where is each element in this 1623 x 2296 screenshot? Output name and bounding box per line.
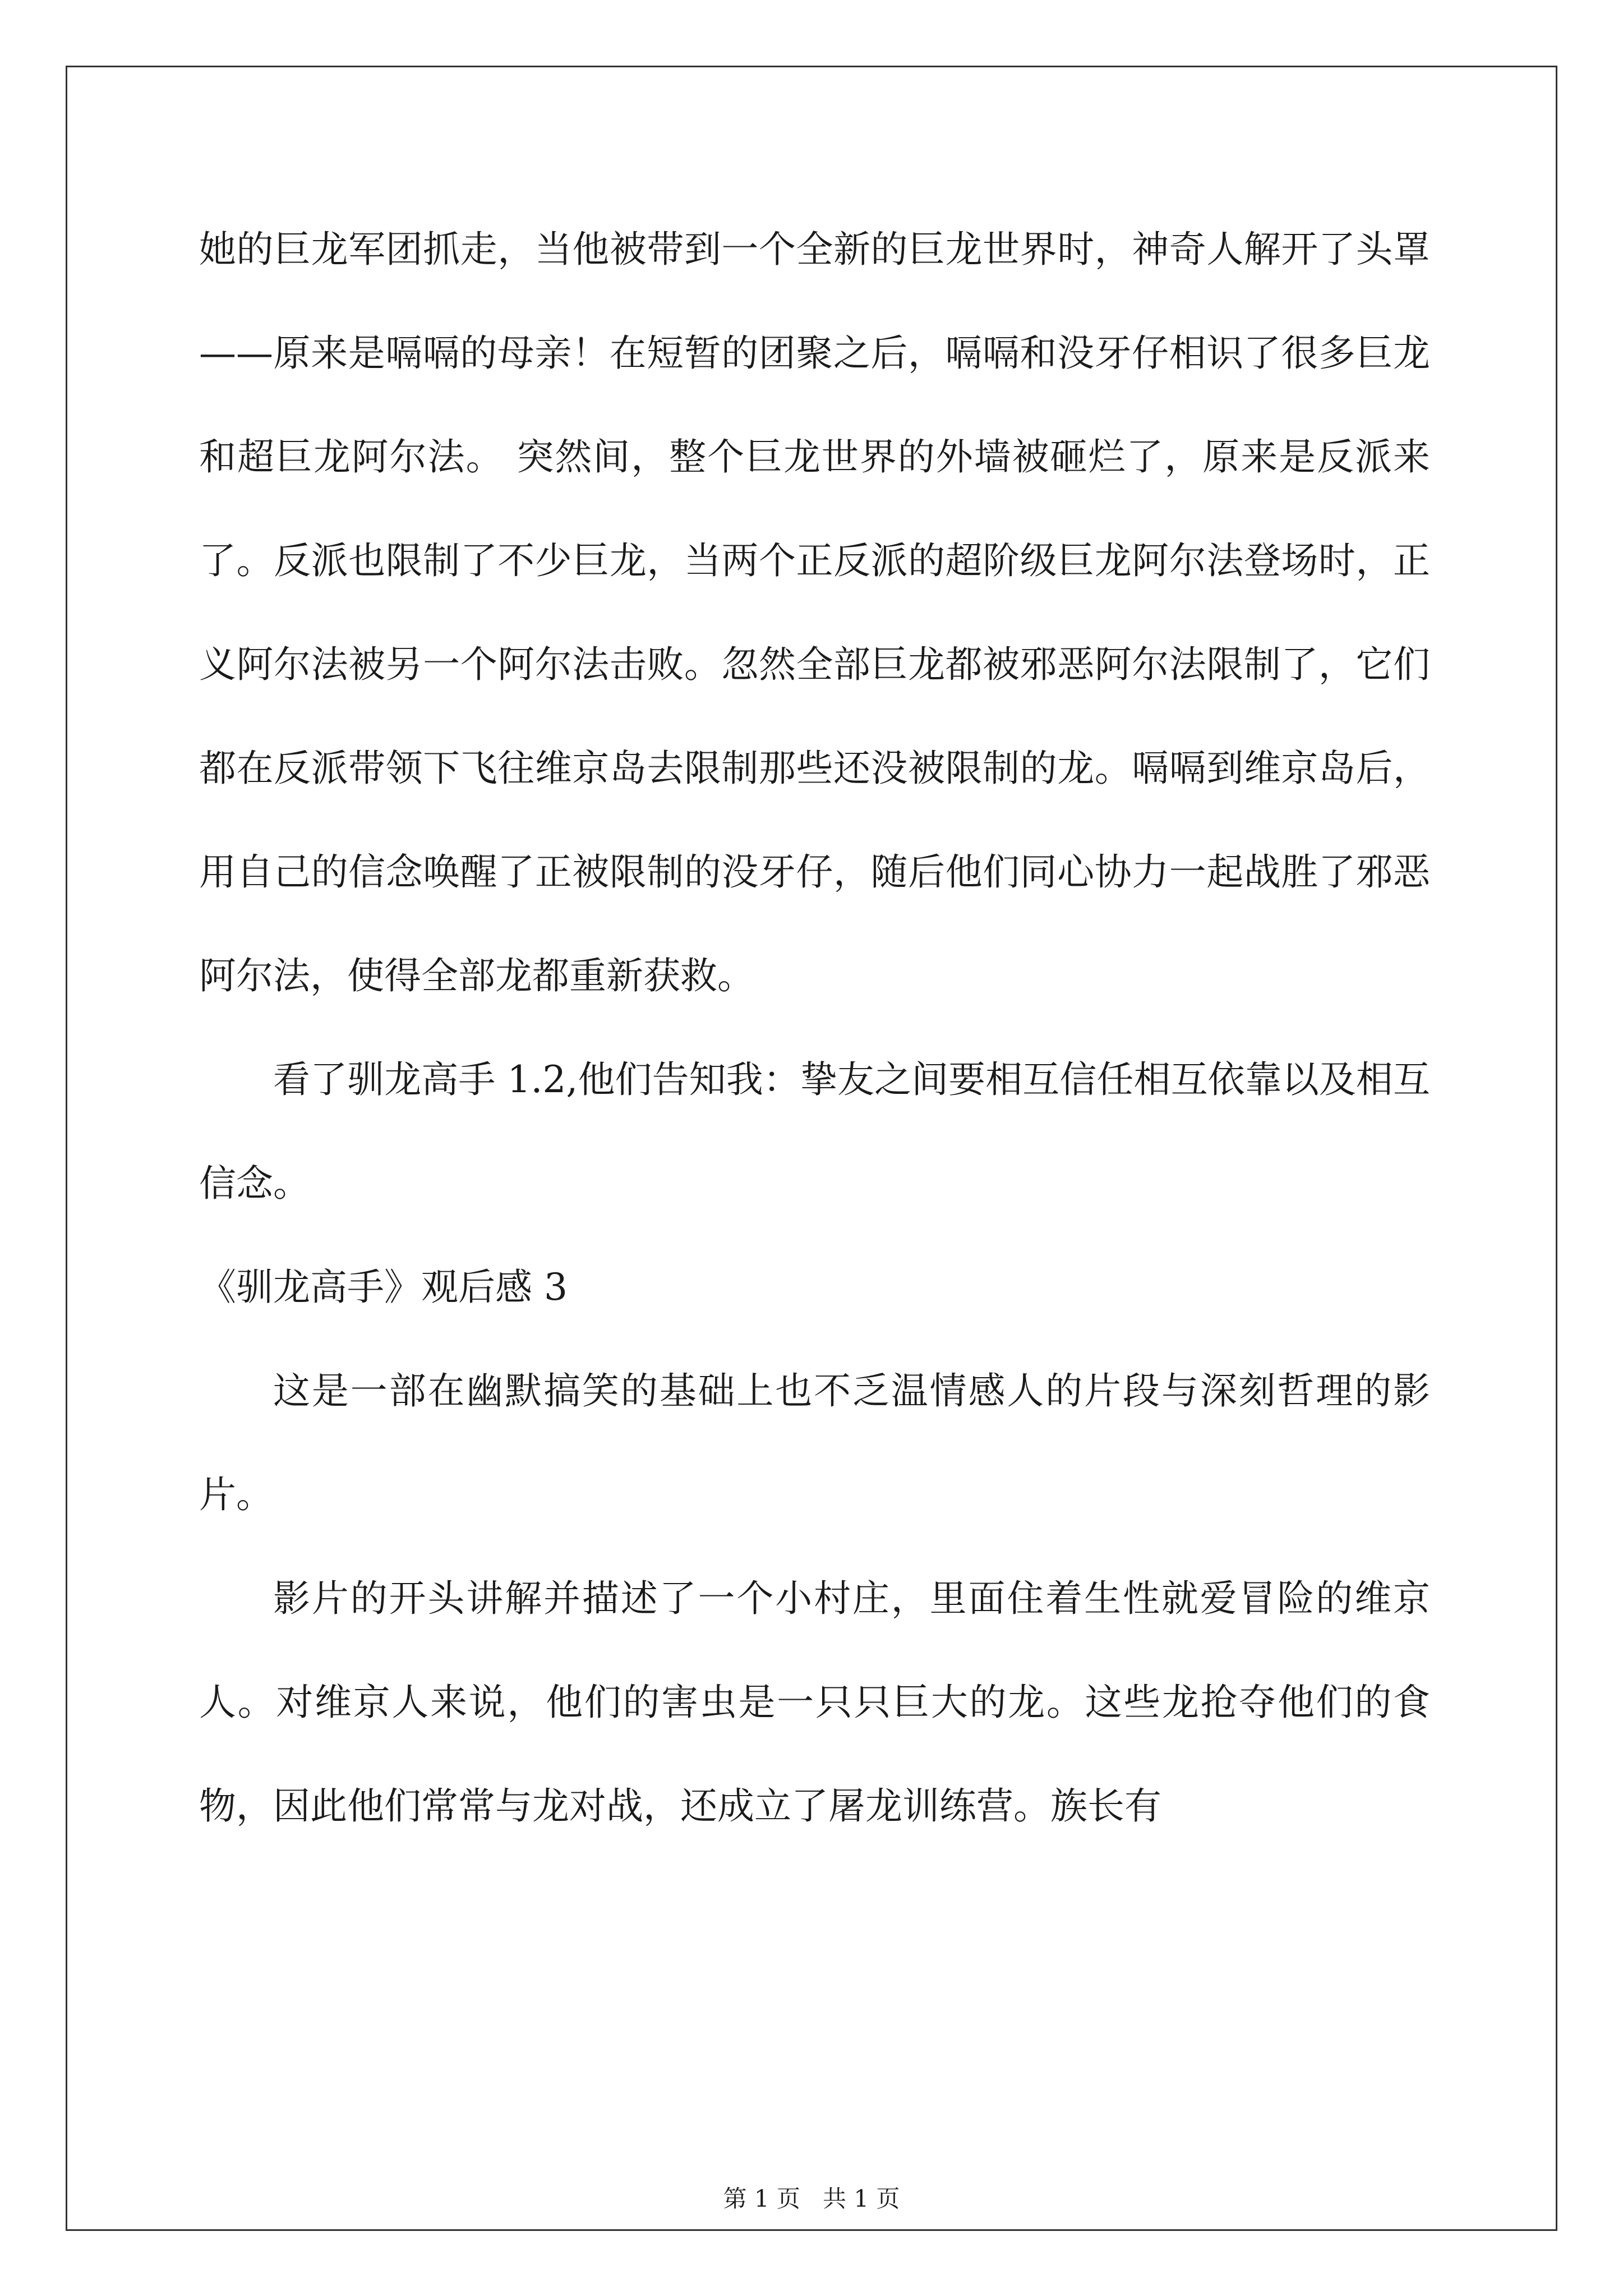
paragraph-continuation: 她的巨龙军团抓走，当他被带到一个全新的巨龙世界时，神奇人解开了头罩——原来是嗝嗝的母亲！在短暂的团聚之后，嗝嗝和没牙仔相识了很多巨龙和超巨龙阿尔法。 突然间，整个巨龙世界的外墙被砸烂了，原来是反派来了。反派也限制了不少巨龙，当两个正反派的超阶级巨龙阿尔法登场时，正义阿尔法被另一个阿尔法击败。忽然全部巨龙都被邪恶阿尔法限制了，它们都在反派带领下飞往维京岛去限制那些还没被限制的龙。嗝嗝到维京岛后，用自己的信念唤醒了正被限制的没牙仔，随后他们同心协力一起战胜了邪恶阿尔法，使得全部龙都重新获救。	[199, 228, 1430, 997]
page-footer	[0, 2182, 1623, 2216]
page-number-current: 第 1 页	[723, 2185, 800, 2212]
paragraph-story: 影片的开头讲解并描述了一个小村庄，里面住着生性就爱冒险的维京人。对维京人来说，他们的害虫是一只只巨大的龙。这些龙抢夺他们的食物，因此他们常常与龙对战，还成立了屠龙训练营。族长有	[199, 1577, 1430, 1828]
section-heading: 《驯龙高手》观后感 3	[199, 1266, 568, 1309]
paragraph-conclusion: 看了驯龙高手 1.2,他们告知我：挚友之间要相互信任相互依靠以及相互信念。	[199, 1058, 1430, 1205]
paragraph-intro: 这是一部在幽默搞笑的基础上也不乏温情感人的片段与深刻哲理的影片。	[199, 1369, 1430, 1516]
document-body	[199, 197, 1430, 1858]
page-number-total: 共 1 页	[823, 2185, 900, 2212]
